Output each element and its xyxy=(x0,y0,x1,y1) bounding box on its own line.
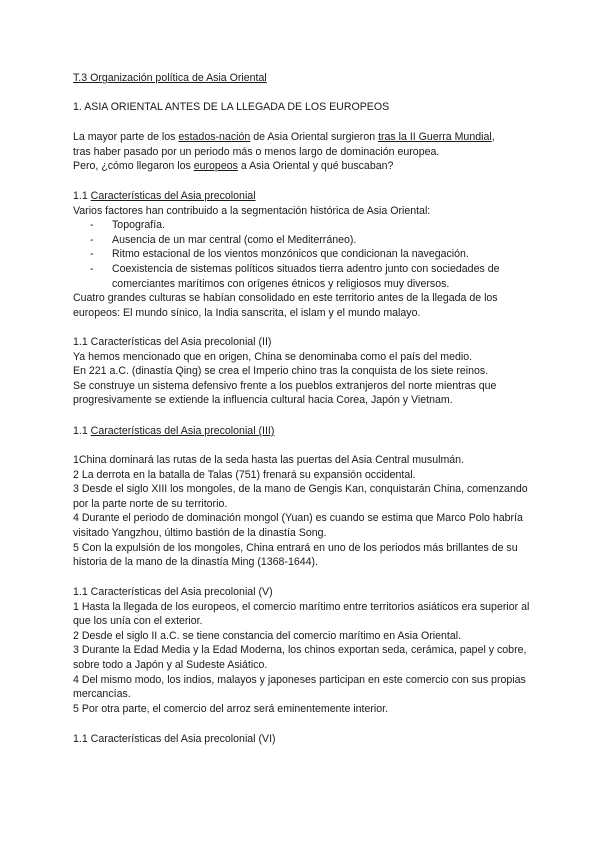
subsection-lead: Varios factores han contribuido a la segmentación histórica de Asia Oriental: xyxy=(73,204,431,217)
paragraph-line: Ya hemos mencionado que en origen, China se denominaba como el país del medio. xyxy=(73,350,473,363)
list-item: 5 Por otra parte, el comercio del arroz será eminentemente interior. xyxy=(73,702,389,715)
intro-line-3: Pero, ¿cómo llegaron los europeos a Asia Oriental y qué buscaban? xyxy=(73,160,394,173)
list-item: 1 Hasta la llegada de los europeos, el comercio marítimo entre territorios asiáticos era superior al que los unía con el exterior. xyxy=(73,600,530,628)
subsection-heading: 1.1 Características del Asia precolonial (V) xyxy=(73,586,273,598)
intro-paragraph xyxy=(73,130,533,174)
list-item: - Coexistencia de sistemas políticos situados tierra adentro junto con sociedades de comerciantes marítimos con orígenes étnicos y religiosos muy diversos. xyxy=(73,262,533,291)
link-caracteristicas-iii[interactable]: Características del Asia precolonial (III) xyxy=(90,425,275,437)
subsection-heading: 1.1 Características del Asia precolonial (VI) xyxy=(73,733,276,745)
link-ii-guerra-mundial[interactable]: tras la II Guerra Mundial xyxy=(378,131,492,143)
subsection-heading: 1.1 Características del Asia precolonial (II) xyxy=(73,336,272,348)
subsection-1 xyxy=(73,189,533,320)
subsection-2 xyxy=(73,335,533,408)
link-estados-nacion[interactable]: estados-nación xyxy=(178,131,251,143)
subsection-heading: 1.1 Características del Asia precolonial (III) xyxy=(73,425,275,437)
list-item: 3 Desde el siglo XIII los mongoles, de la mano de Gengis Kan, conquistarán China, comenzando por la parte norte de su territorio. xyxy=(73,483,528,510)
list-item: 5 Con la expulsión de los mongoles, China entrará en uno de los periodos más brillantes de su historia de la mano de la dinastía Ming (1368-1644). xyxy=(73,541,518,569)
document-title: T.3 Organización política de Asia Oriental xyxy=(73,72,267,84)
subsection-heading: 1.1 Características del Asia precolonial xyxy=(73,190,256,202)
link-europeos[interactable]: europeos xyxy=(193,160,238,173)
paragraph-line: Se construye un sistema defensivo frente a los pueblos extranjeros del norte mientras que progresivamente se extiende la influencia cultural hacia Corea, Japón y Vietnam. xyxy=(73,379,497,407)
link-caracteristicas[interactable]: Características del Asia precolonial xyxy=(90,190,256,202)
list-item: 2 Desde el siglo II a.C. se tiene constancia del comercio marítimo en Asia Oriental. xyxy=(73,629,462,642)
list-item: 1China dominará las rutas de la seda hasta las puertas del Asia Central musulmán. xyxy=(73,454,465,466)
intro-line-2: tras haber pasado por un periodo más o menos largo de dominación europea. xyxy=(73,145,440,158)
factors-list xyxy=(73,218,533,291)
list-item: - Ritmo estacional de los vientos monzónicos que condicionan la navegación. xyxy=(73,247,533,262)
intro-line-1: La mayor parte de los estados-nación de Asia Oriental surgieron tras la II Guerra Mundial, xyxy=(73,131,495,143)
section-heading: 1. ASIA ORIENTAL ANTES DE LA LLEGADA DE LOS EUROPEOS xyxy=(73,101,390,113)
paragraph-line: En 221 a.C. (dinastía Qing) se crea el Imperio chino tras la conquista de los siete reinos. xyxy=(73,365,489,378)
list-item: 4 Durante el periodo de dominación mongol (Yuan) es cuando se estima que Marco Polo habría visitado Yangzhou, último bastión de la dinastía Song. xyxy=(73,512,523,539)
list-item: - Topografía. xyxy=(73,218,533,233)
subsection-4 xyxy=(73,585,533,716)
list-item: 2 La derrota en la batalla de Talas (751) frenará su expansión occidental. xyxy=(73,468,416,481)
list-item: 4 Del mismo modo, los indios, malayos y japoneses participan en este comercio con sus propias mercancías. xyxy=(73,673,526,701)
list-item: - Ausencia de un mar central (como el Mediterráneo). xyxy=(73,233,533,248)
list-item: 3 Durante la Edad Media y la Edad Moderna, los chinos exportan seda, cerámica, papel y cobre, sobre todo a Japón y al Sudeste Asiático. xyxy=(73,644,527,671)
subsection-3-list xyxy=(73,453,533,570)
subsection-closing: Cuatro grandes culturas se habían consolidado en este territorio antes de la llegada de los europeos: El mundo sínico, la India sanscrita, el islam y el mundo malayo. xyxy=(73,292,498,319)
